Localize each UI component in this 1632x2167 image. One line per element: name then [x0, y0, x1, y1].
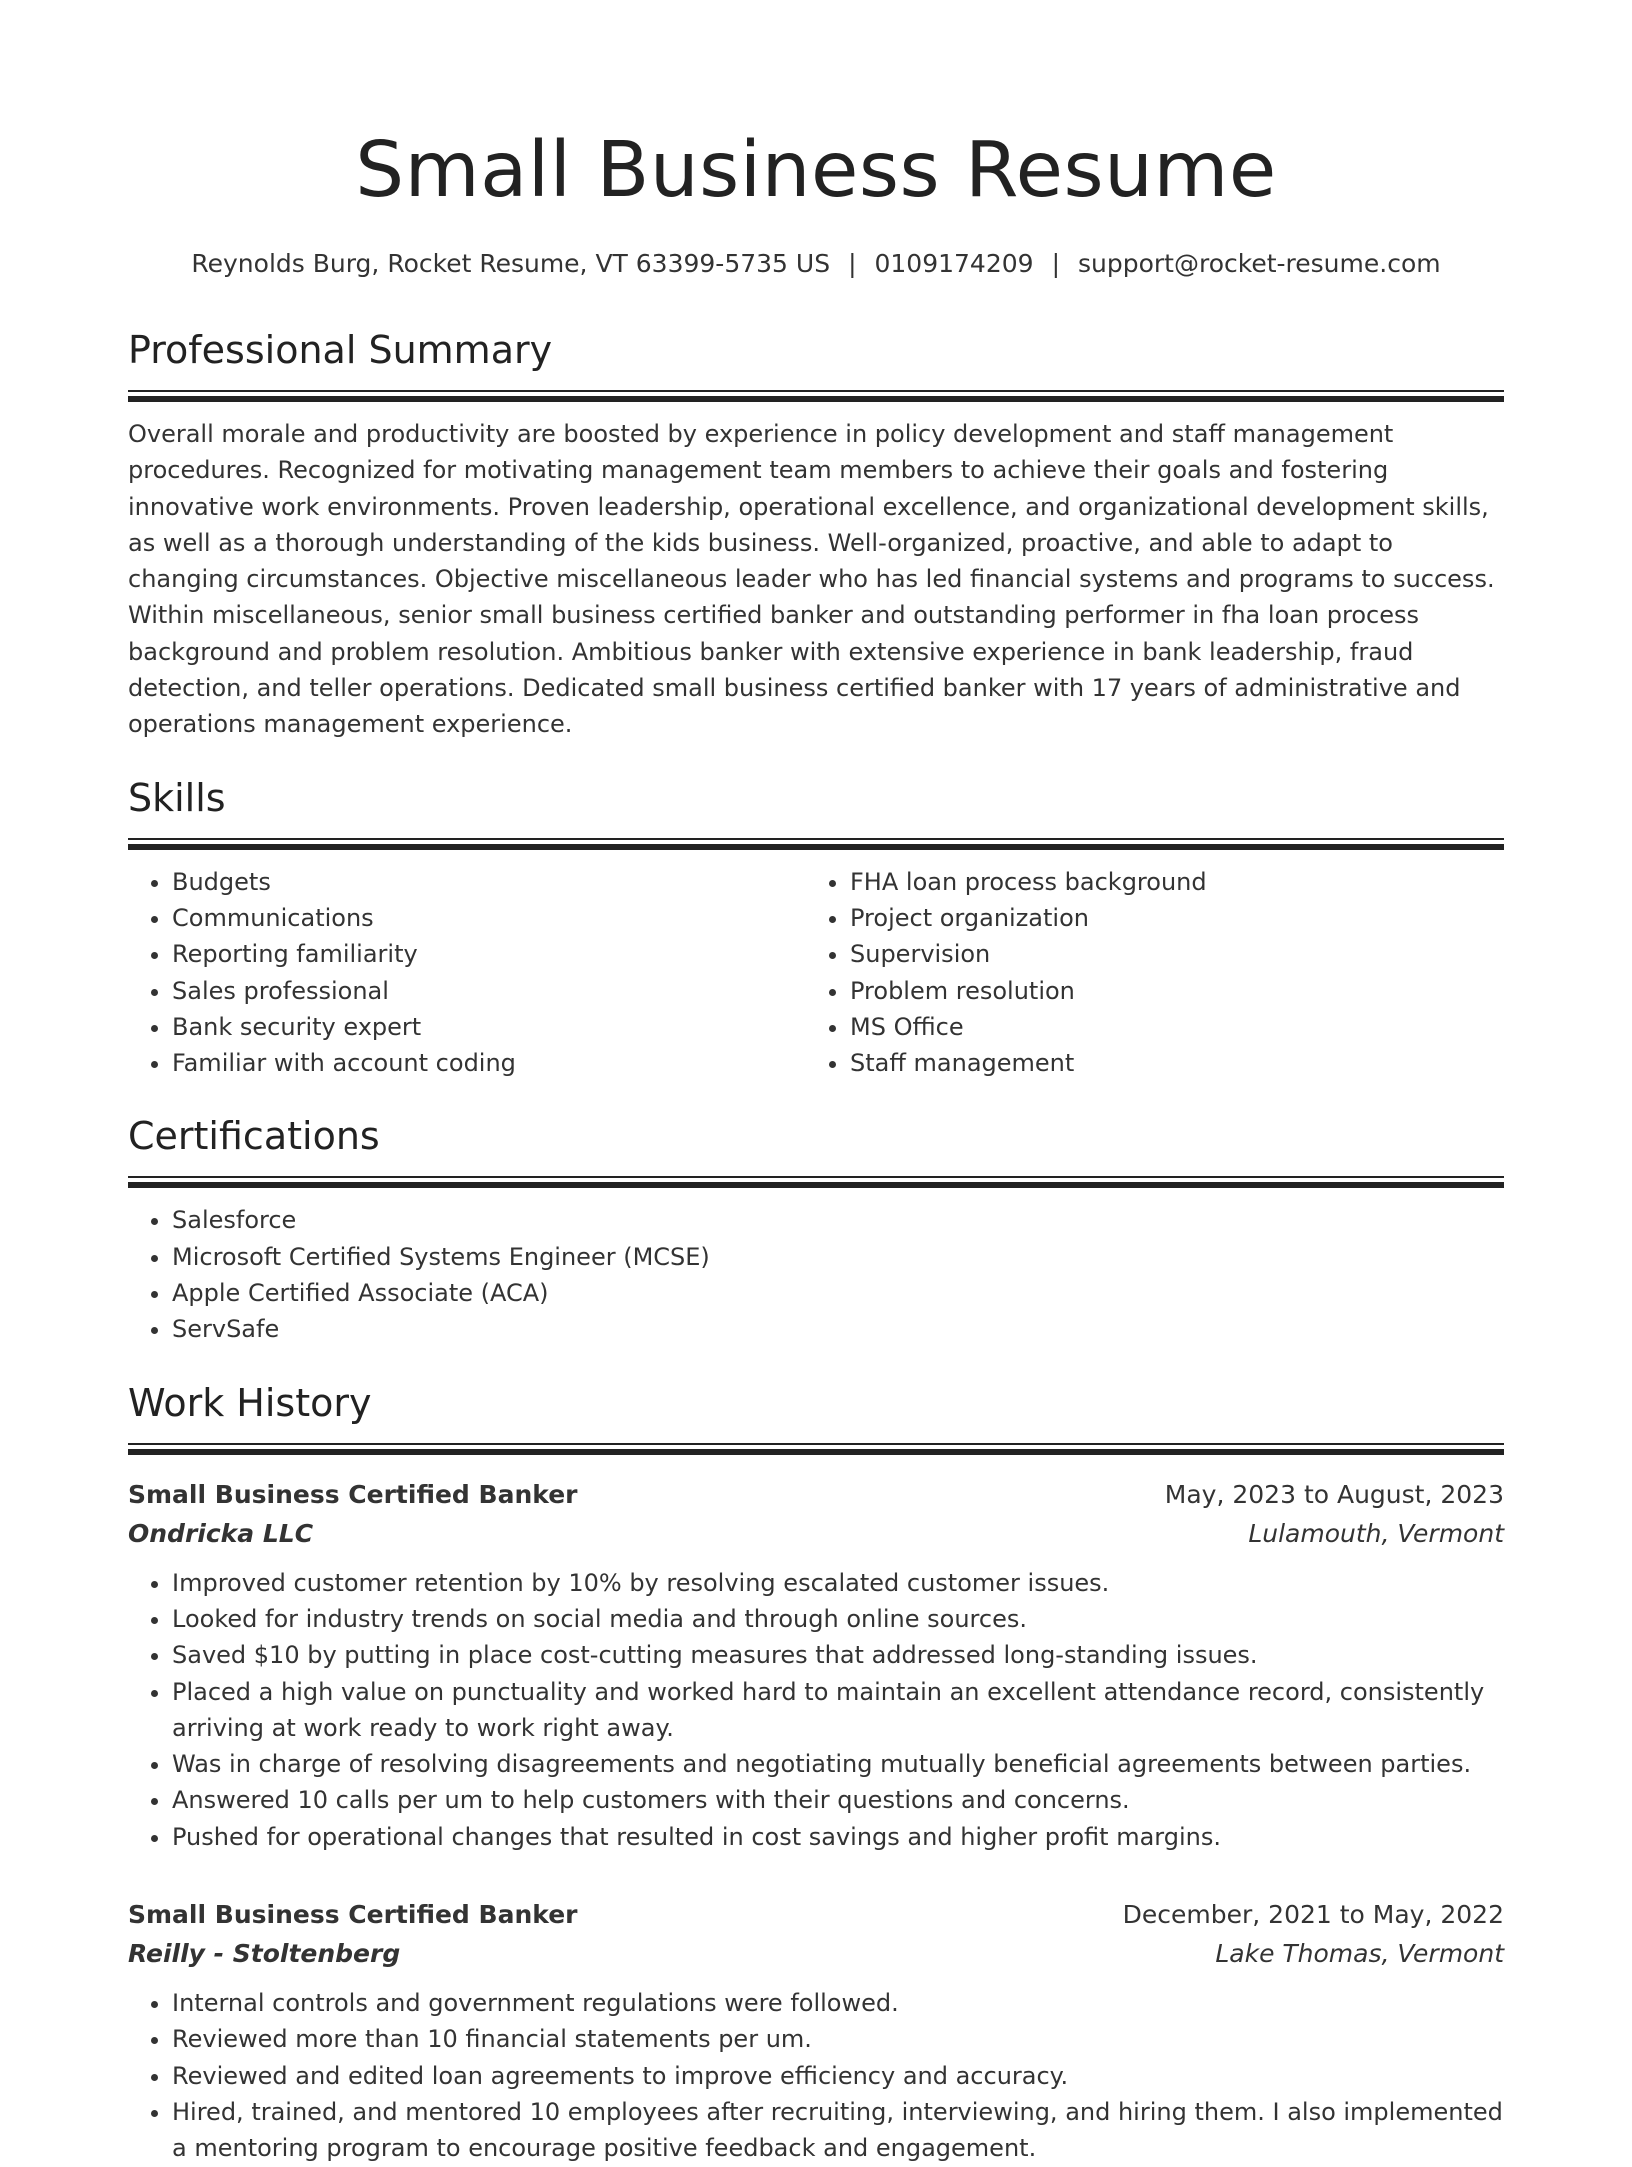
skill-item: • Budgets	[172, 864, 806, 900]
skill-item: • Communications	[172, 900, 806, 936]
job-header-row	[128, 1476, 1504, 1514]
section-divider	[128, 390, 1504, 402]
job-location: Lulamouth, Vermont	[1248, 1518, 1504, 1548]
contact-line	[128, 246, 1504, 282]
professional-summary-section	[128, 326, 1504, 743]
summary-text: Overall morale and productivity are boosted by experience in policy development and staff management procedures. Recognized for motivating management team members to achieve their goals and fostering innovative work environments. Proven leadership, operational excellence, and organizational development skills, as well as a thorough understanding of the kids business. Well-organized, proactive, and able to adapt to changing circumstances. Objective miscellaneous leader who has led financial systems and programs to success. Within miscellaneous, senior small business certified banker and outstanding performer in fha loan process background and problem resolution. Ambitious banker with extensive experience in bank leadership, fraud detection, and teller operations. Dedicated small business certified banker with 17 years of administrative and operations management experience.	[128, 420, 1495, 739]
job-bullet: • Was in charge of resolving disagreements and negotiating mutually beneficial agreements between parties.	[172, 1746, 1504, 1782]
job-company: Reilly - Stoltenberg	[128, 1939, 401, 1969]
job-bullet: • Hired, trained, and mentored 10 employees after recruiting, interviewing, and hiring them. I also implemented a mentoring program to encourage positive feedback and engagement.	[172, 2094, 1504, 2167]
job-bullet: • Reviewed more than 10 financial statements per um.	[172, 2021, 1504, 2057]
section-heading: Professional Summary	[128, 328, 553, 372]
job-bullet: • Pushed for operational changes that resulted in cost savings and higher profit margins.	[172, 1819, 1504, 1855]
section-divider	[128, 1443, 1504, 1455]
job-company-row	[128, 1934, 1504, 1974]
certification-item: • Microsoft Certified Systems Engineer (MCSE)	[172, 1239, 1504, 1275]
job-bullet: • Reviewed and edited loan agreements to improve efficiency and accuracy.	[172, 2058, 1504, 2094]
job-company: Ondricka LLC	[128, 1518, 314, 1548]
job-location: Lake Thomas, Vermont	[1215, 1939, 1504, 1969]
contact-separator: |	[1051, 249, 1060, 278]
job-bullet: • Internal controls and government regulations were followed.	[172, 1985, 1504, 2021]
certification-item: • ServSafe	[172, 1311, 1504, 1347]
skill-item: • Supervision	[850, 936, 1207, 972]
skills-list	[806, 864, 1207, 1082]
section-divider	[128, 1176, 1504, 1188]
job-dates: May, 2023 to August, 2023	[1164, 1479, 1504, 1509]
section-divider	[128, 838, 1504, 850]
skills-grid	[128, 864, 1504, 1082]
work-history-section	[128, 1379, 1504, 2167]
skill-item: • Problem resolution	[850, 973, 1207, 1009]
skill-item: • Familiar with account coding	[172, 1045, 806, 1081]
skill-item: • Sales professional	[172, 973, 806, 1009]
contact-separator: |	[848, 249, 857, 278]
certification-item: • Apple Certified Associate (ACA)	[172, 1275, 1504, 1311]
skill-item: • Staff management	[850, 1045, 1207, 1081]
job-header-row	[128, 1896, 1504, 1934]
skill-item: • Reporting familiarity	[172, 936, 806, 972]
job-bullet: • Looked for industry trends on social media and through online sources.	[172, 1601, 1504, 1637]
skill-item: • MS Office	[850, 1009, 1207, 1045]
skills-column-right	[806, 864, 1207, 1082]
job-bullets	[128, 1985, 1504, 2166]
job-title: Small Business Certified Banker	[128, 1900, 578, 1930]
contact-email: support@rocket-resume.com	[1078, 249, 1441, 278]
job-dates: December, 2021 to May, 2022	[1122, 1900, 1504, 1930]
job-title: Small Business Certified Banker	[128, 1479, 578, 1509]
job-bullet: • Placed a high value on punctuality and worked hard to maintain an excellent attendance record, consistently arriving at work ready to work right away.	[172, 1674, 1504, 1747]
section-heading: Work History	[128, 1380, 372, 1425]
certifications-list	[128, 1202, 1504, 1347]
section-heading: Skills	[128, 775, 226, 820]
job-bullet: • Answered 10 calls per um to help customers with their questions and concerns.	[172, 1782, 1504, 1818]
job-entry	[128, 1896, 1504, 2166]
job-company-row	[128, 1514, 1504, 1554]
skills-list	[128, 864, 806, 1082]
job-bullets	[128, 1565, 1504, 1855]
job-bullet: • Saved $10 by putting in place cost-cutting measures that addressed long-standing issues.	[172, 1637, 1504, 1673]
job-bullet: • Improved customer retention by 10% by resolving escalated customer issues.	[172, 1565, 1504, 1601]
skill-item: • Project organization	[850, 900, 1207, 936]
certifications-section	[128, 1112, 1504, 1347]
section-heading: Certifications	[128, 1114, 380, 1159]
contact-phone: 0109174209	[874, 249, 1034, 278]
skills-column-left	[128, 864, 806, 1082]
skills-section	[128, 774, 1504, 1082]
skill-item: • Bank security expert	[172, 1009, 806, 1045]
job-entry	[128, 1476, 1504, 1855]
contact-address: Reynolds Burg, Rocket Resume, VT 63399-5735 US	[191, 249, 831, 278]
certification-item: • Salesforce	[172, 1202, 1504, 1238]
skill-item: • FHA loan process background	[850, 864, 1207, 900]
resume-title: Small Business Resume	[355, 126, 1277, 215]
